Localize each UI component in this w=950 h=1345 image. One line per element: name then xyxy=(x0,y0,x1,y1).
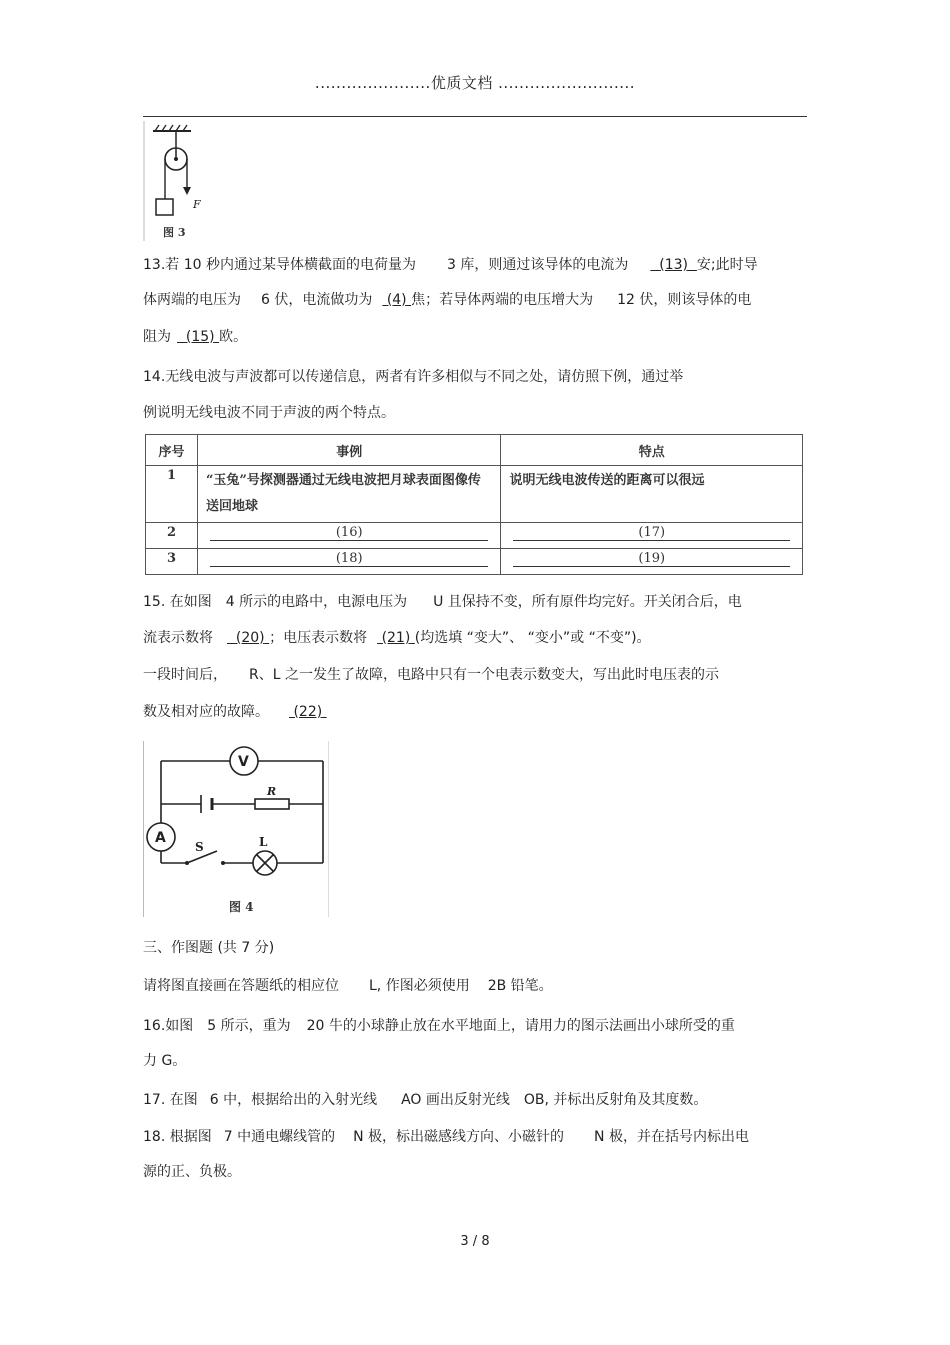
q13-text: 13.若 10 秒内通过某导体横截面的电荷量为 xyxy=(143,257,416,273)
table-header-row xyxy=(146,435,803,466)
blank-4: (4) xyxy=(386,292,407,308)
q14-line-1: 14.无线电波与声波都可以传递信息，两者有许多相似与不同之处，请仿照下例，通过举 xyxy=(143,369,684,385)
q18-line-1: 18. 根据图 7 中通电螺线管的 N 极，标出磁感线方向、小磁针的 N 极，并在括号内标出电 xyxy=(143,1129,749,1145)
blank-19: (19) xyxy=(513,551,790,567)
lamp-label: L xyxy=(259,835,268,849)
blank-16: (16) xyxy=(210,525,489,541)
figure-3-pulley xyxy=(143,121,209,241)
figure-4-caption: 图 4 xyxy=(229,900,254,914)
q13-line-1 xyxy=(143,254,758,274)
q15-line-1: 15. 在如图 4 所示的电路中，电源电压为 U 且保持不变，所有原件均完好。开关闭合后，电 xyxy=(143,594,742,610)
q17-line: 17. 在图 6 中，根据给出的入射光线 AO 画出反射光线 OB, 并标出反射角及其度数。 xyxy=(143,1092,708,1108)
q16-line-1: 16.如图 5 所示，重为 20 牛的小球静止放在水平地面上，请用力的图示法画出小球所受的重 xyxy=(143,1018,735,1034)
blank-13: (13) xyxy=(659,257,688,273)
q15-line-4: 数及相对应的故障。 (22) xyxy=(143,701,327,721)
header-num: 序号 xyxy=(146,435,198,466)
voltmeter-label: V xyxy=(238,754,249,770)
page-number: 3 / 8 xyxy=(460,1234,490,1249)
q14-table xyxy=(145,434,803,575)
blank-18: (18) xyxy=(210,551,489,567)
section-3-instruction: 请将图直接画在答题纸的相应位 L, 作图必须使用 2B 铅笔。 xyxy=(143,978,553,994)
q18-line-2: 源的正、负极。 xyxy=(143,1164,241,1180)
ammeter-label: A xyxy=(155,830,166,846)
table-row: 3 (18) (19) xyxy=(146,549,803,575)
page-header: ......................优质文档 .......................... xyxy=(314,74,636,92)
blank-17: (17) xyxy=(513,525,790,541)
q13-line-3: 阻为 (15) 欧。 xyxy=(143,329,248,345)
q14-line-2: 例说明无线电波不同于声波的两个特点。 xyxy=(143,405,395,421)
blank-22: (22) xyxy=(293,704,323,720)
blank-20: (20) xyxy=(235,630,265,646)
figure-3-caption: 图 3 xyxy=(163,226,186,239)
header-feature: 特点 xyxy=(501,435,803,466)
blank-15: (15) xyxy=(185,329,215,345)
q16-line-2: 力 G。 xyxy=(143,1053,187,1069)
q15-line-3: 一段时间后， R、L 之一发生了故障，电路中只有一个电表示数变大，写出此时电压表的示 xyxy=(143,667,719,683)
blank-21: (21) xyxy=(381,630,411,646)
figure-4-circuit xyxy=(143,741,329,917)
switch-label: S xyxy=(195,840,204,854)
header-rule xyxy=(143,116,807,117)
q13-text: 3 库，则通过该导体的电流为 xyxy=(446,257,629,273)
section-3-title: 三、作图题 (共 7 分) xyxy=(143,940,275,956)
force-label: F xyxy=(193,198,201,211)
table-row: 1 “玉兔”号探测器通过无线电波把月球表面图像传送回地球 说明无线电波传送的距离可以很远 xyxy=(146,466,803,523)
header-case: 事例 xyxy=(197,435,501,466)
q13-text: 安;此时导 xyxy=(696,257,758,273)
q15-line-2: 流表示数将 (20) ；电压表示数将 (21) (均选填 “变大”、 “变小”或 “不变”)。 xyxy=(143,630,651,646)
q13-line-2: 体两端的电压为 6 伏，电流做功为 (4) 焦；若导体两端的电压增大为 12 伏，则该导体的电 xyxy=(143,292,752,308)
table-row: 2 (16) (17) xyxy=(146,523,803,549)
resistor-label: R xyxy=(267,785,277,798)
